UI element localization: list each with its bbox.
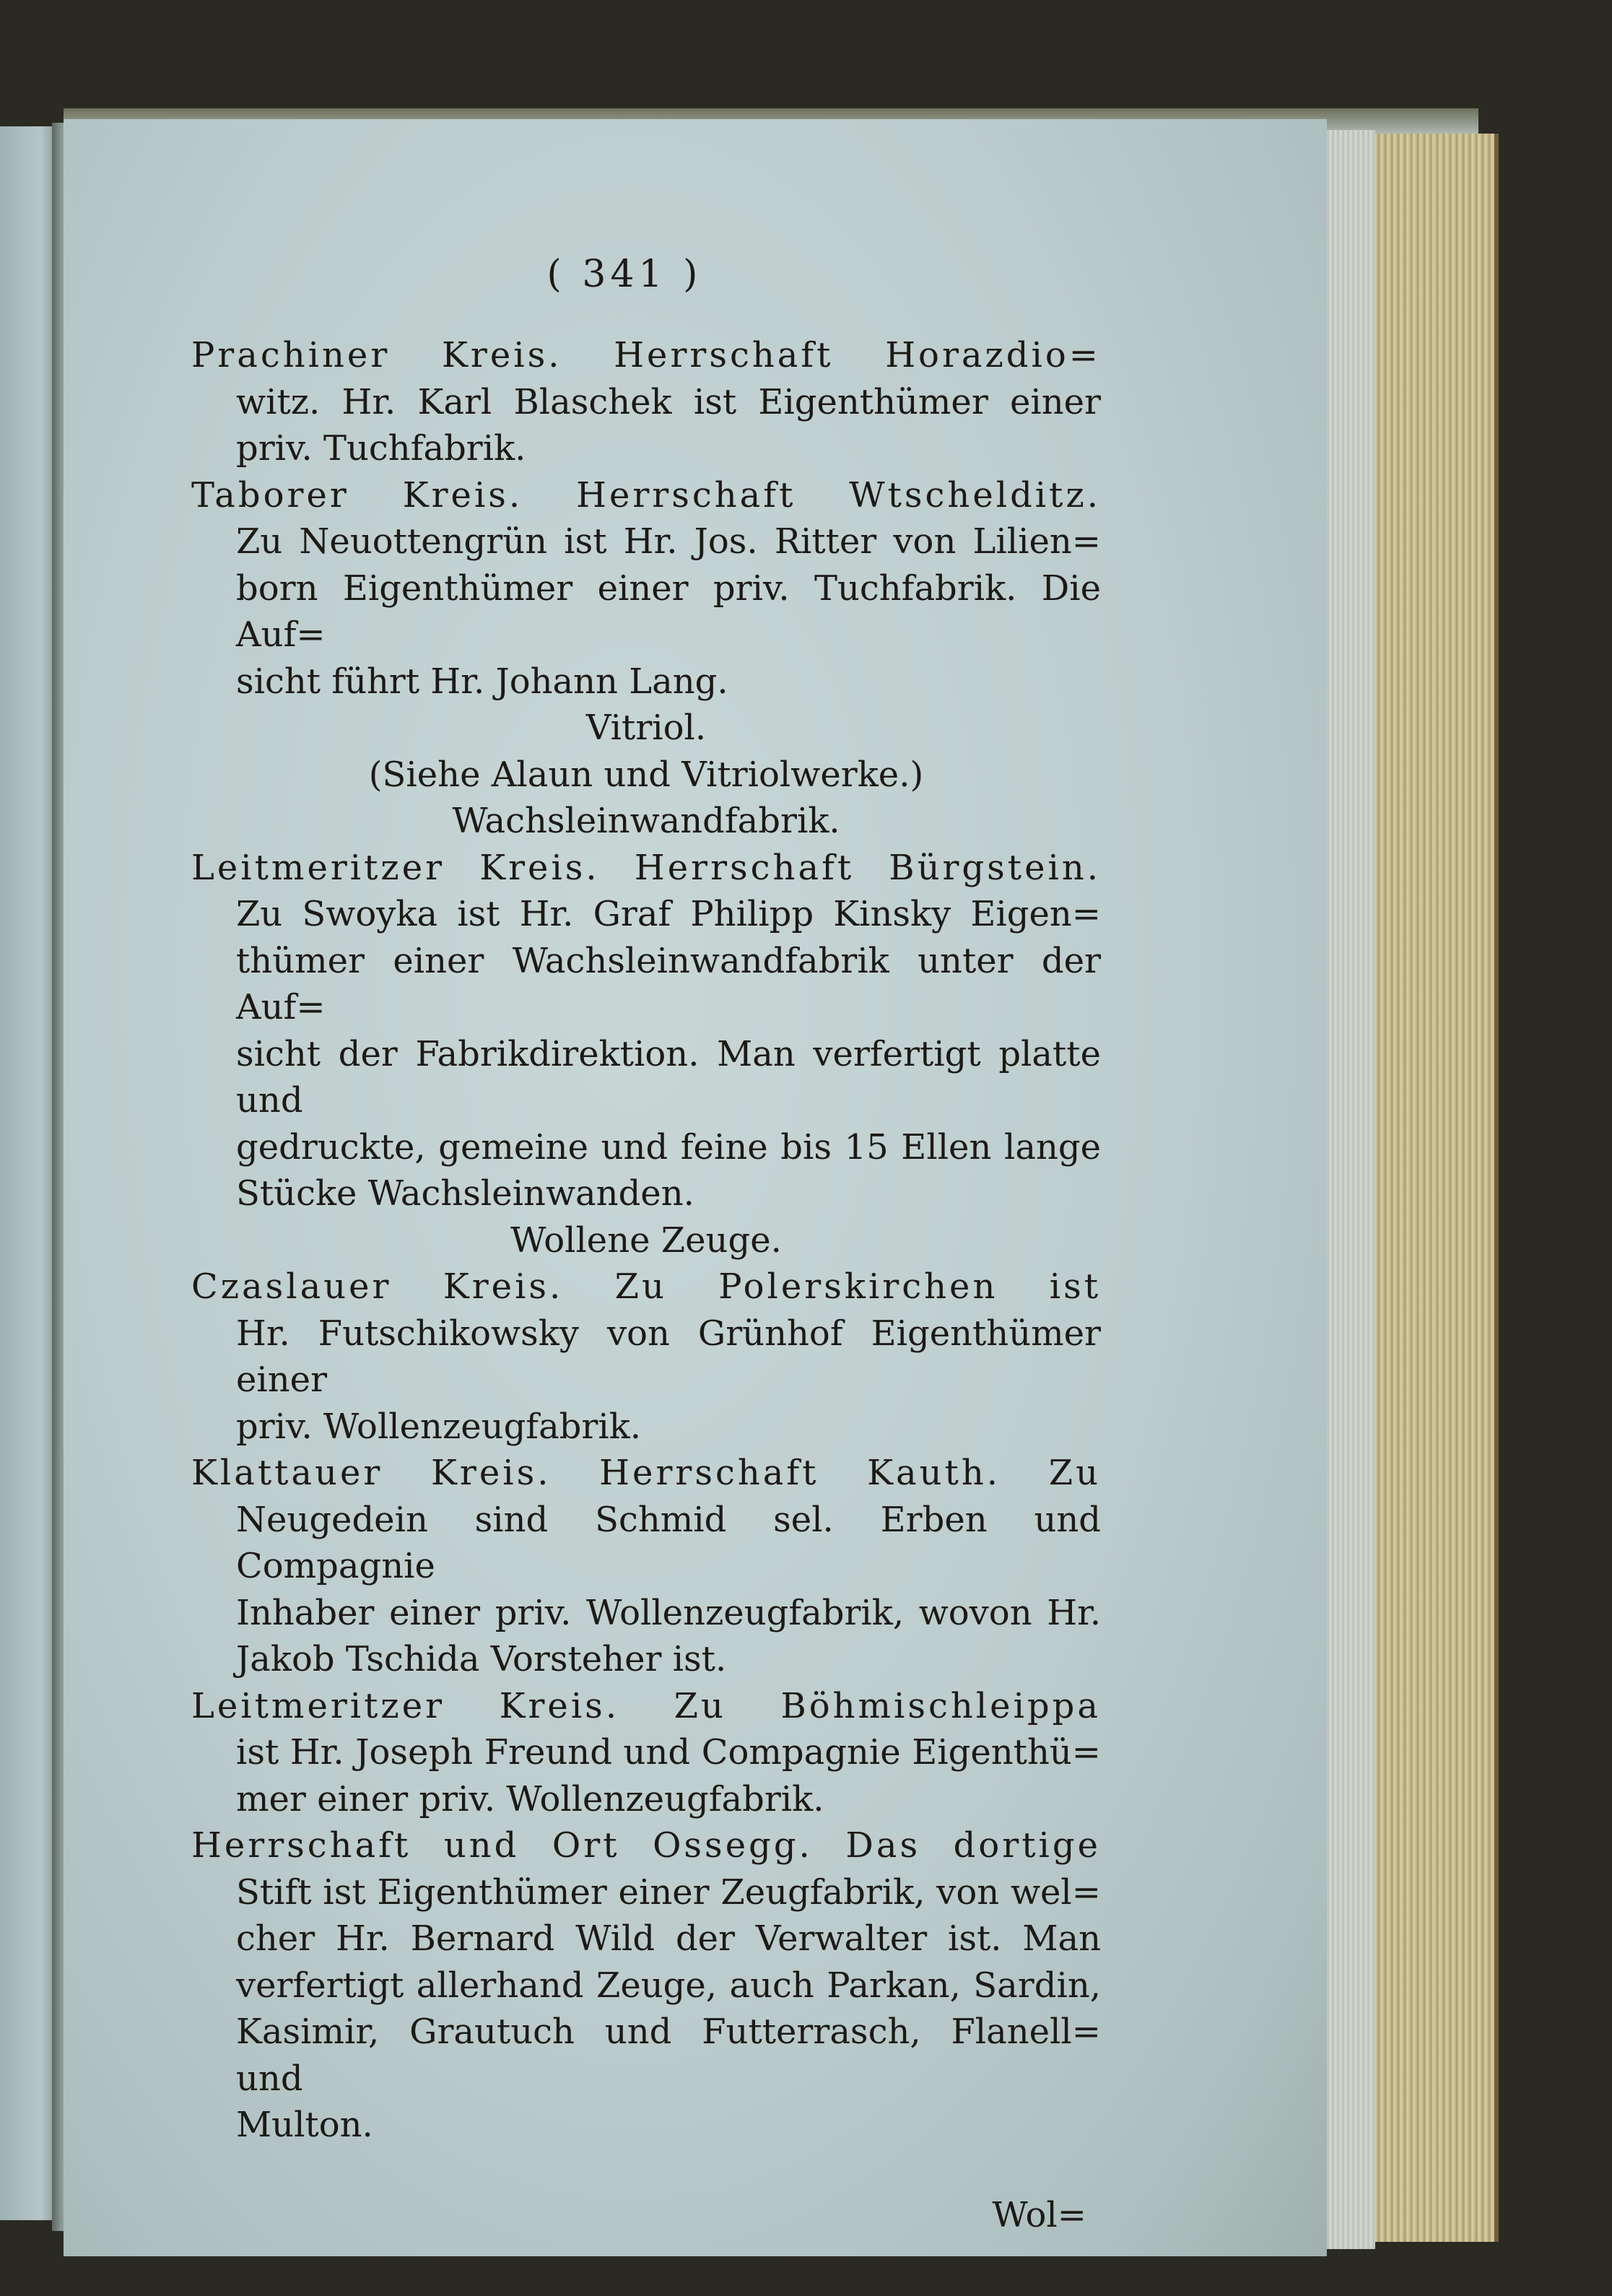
entry bbox=[191, 1264, 1101, 1450]
text-line: priv. Tuchfabrik. bbox=[236, 428, 526, 469]
entry bbox=[191, 332, 1101, 472]
text-line: Kasimir, Grautuch und Futterrasch, Flanell= und bbox=[236, 2012, 1101, 2099]
text-line: Hr. Futschikowsky von Grünhof Eigenthümer einer bbox=[236, 1313, 1101, 1400]
text-line: Jakob Tschida Vorsteher ist. bbox=[236, 1639, 727, 1679]
text-line: cher Hr. Bernard Wild der Verwalter ist. Man bbox=[236, 1918, 1101, 1959]
text-line: sicht der Fabrikdirektion. Man verfertigt platte und bbox=[236, 1033, 1101, 1121]
text-line: Inhaber einer priv. Wollenzeugfabrik, wovon Hr. bbox=[236, 1592, 1101, 1633]
section-heading: Wachsleinwandfabrik. bbox=[452, 801, 840, 841]
facing-page-edge bbox=[0, 126, 58, 2220]
text-line: witz. Hr. Karl Blaschek ist Eigenthümer einer bbox=[236, 381, 1101, 422]
text-line: verfertigt allerhand Zeuge, auch Parkan, Sardin, bbox=[236, 1965, 1101, 2006]
text-line: Zu Swoyka ist Hr. Graf Philipp Kinsky Eigen= bbox=[236, 894, 1101, 934]
text-line: sicht führt Hr. Johann Lang. bbox=[236, 661, 728, 702]
text-line: Zu Neuottengrün ist Hr. Jos. Ritter von Lilien= bbox=[236, 521, 1101, 562]
text-line: Neugedein sind Schmid sel. Erben und Compagnie bbox=[236, 1499, 1101, 1586]
text-line: Klattauer Kreis. Herrschaft Kauth. Zu bbox=[191, 1453, 1101, 1493]
text-line: Czaslauer Kreis. Zu Polerskirchen ist bbox=[191, 1266, 1101, 1307]
entry bbox=[191, 472, 1101, 705]
text-line: mer einer priv. Wollenzeugfabrik. bbox=[236, 1778, 824, 1819]
page-number: ( 341 ) bbox=[546, 253, 702, 296]
catchword: Wol= bbox=[992, 2194, 1086, 2235]
text-line: Herrschaft und Ort Ossegg. Das dortige bbox=[191, 1825, 1101, 1866]
entry bbox=[191, 1683, 1101, 1823]
entry bbox=[191, 845, 1101, 1217]
text-line: priv. Wollenzeugfabrik. bbox=[236, 1406, 642, 1447]
text-line: ist Hr. Joseph Freund und Compagnie Eigenthü= bbox=[236, 1732, 1101, 1773]
page-stack-edge bbox=[1325, 130, 1375, 2249]
text-line: Leitmeritzer Kreis. Herrschaft Bürgstein. bbox=[191, 847, 1101, 888]
text-line: gedruckte, gemeine und feine bis 15 Ellen lange bbox=[236, 1126, 1101, 1167]
text-line: thümer einer Wachsleinwandfabrik unter der Auf= bbox=[236, 940, 1101, 1027]
entry bbox=[191, 1822, 1101, 2149]
text-line: Stücke Wachsleinwanden. bbox=[236, 1173, 694, 1214]
text-line: Taborer Kreis. Herrschaft Wtschelditz. bbox=[191, 474, 1101, 516]
section-heading: Wollene Zeuge. bbox=[510, 1219, 782, 1261]
text-line: Prachiner Kreis. Herrschaft Horazdio= bbox=[191, 335, 1101, 375]
page-text bbox=[191, 245, 1101, 2238]
text-line: Leitmeritzer Kreis. Zu Böhmischleippa bbox=[191, 1685, 1101, 1726]
entry bbox=[191, 1450, 1101, 1683]
text-line: born Eigenthümer einer priv. Tuchfabrik. Die Auf= bbox=[236, 568, 1101, 655]
text-line: Stift ist Eigenthümer einer Zeugfabrik, von wel= bbox=[236, 1871, 1101, 1913]
book-fore-edge bbox=[1368, 134, 1499, 2242]
section-heading: Vitriol. bbox=[585, 708, 707, 748]
text-line: Multon. bbox=[236, 2105, 373, 2145]
cross-reference: (Siehe Alaun und Vitriolwerke.) bbox=[368, 754, 924, 795]
